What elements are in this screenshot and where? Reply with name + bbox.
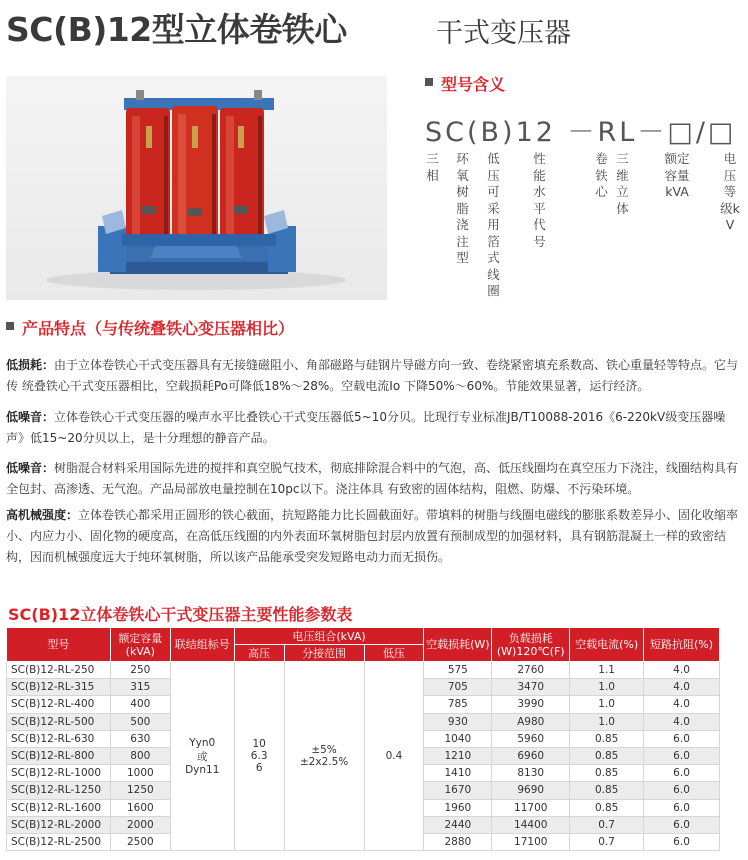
- connection-line: Yyn0: [189, 736, 216, 749]
- feature-text: 树脂混合材料采用国际先进的搅拌和真空脱气技术，彻底排除混合料中的气泡，高、低压线圈均在真空压力下浇注，线圈结构具有 全包封、高渗透、无气泡。产品局部放电量控制在10pc以下。浇注体具 有致密的固体结构，阻燃、防爆、不污染环境。: [6, 461, 739, 496]
- cell-capacity: 315: [110, 679, 170, 696]
- feature-text: 立体卷铁心干式变压器的噪声水平比叠铁心干式变压器低5~10分贝。比现行专业标准JB/T10088-2016《6-220kV级变压器噪声》低15~20分贝以上，是十分理想的静音产品。: [6, 410, 726, 445]
- model-part-resin: 环氧树脂浇注型: [456, 151, 469, 265]
- cell-impedance: 6.0: [644, 765, 720, 782]
- cell-impedance: 6.0: [644, 833, 720, 850]
- cell-no-load-current: 1.1: [570, 662, 644, 679]
- cell-impedance: 6.0: [644, 816, 720, 833]
- header-hv: 高压: [234, 645, 284, 662]
- cell-model: SC(B)12-RL-2000: [7, 816, 111, 833]
- heading-bullet: [6, 322, 14, 330]
- cell-load-loss: A980: [492, 713, 570, 730]
- cell-load-loss: 11700: [492, 799, 570, 816]
- cell-load-loss: 3470: [492, 679, 570, 696]
- model-meaning-heading-text: 型号含义: [441, 75, 506, 94]
- heading-bullet: [425, 78, 433, 86]
- cell-no-load-current: 1.0: [570, 679, 644, 696]
- cell-capacity: 1250: [110, 782, 170, 799]
- cell-capacity: 630: [110, 730, 170, 747]
- cell-no-load-current: 0.85: [570, 747, 644, 764]
- cell-no-load-loss: 785: [424, 696, 492, 713]
- header-impedance: 短路抗阻(%): [644, 628, 720, 662]
- feature-low-noise: [6, 407, 741, 449]
- cell-impedance: 4.0: [644, 696, 720, 713]
- cell-capacity: 400: [110, 696, 170, 713]
- cell-impedance: 4.0: [644, 662, 720, 679]
- cell-no-load-loss: 930: [424, 713, 492, 730]
- cell-no-load-loss: 1040: [424, 730, 492, 747]
- cell-load-loss: 6960: [492, 747, 570, 764]
- cell-load-loss: 8130: [492, 765, 570, 782]
- cell-tap: [284, 662, 364, 851]
- feature-resin: [6, 458, 741, 500]
- cell-no-load-current: 1.0: [570, 696, 644, 713]
- cell-load-loss: 2760: [492, 662, 570, 679]
- parameter-table: [6, 627, 720, 851]
- cell-model: SC(B)12-RL-2500: [7, 833, 111, 850]
- header-no-load-loss: 空载损耗(W): [424, 628, 492, 662]
- cell-impedance: 4.0: [644, 713, 720, 730]
- cell-capacity: 1000: [110, 765, 170, 782]
- cell-model: SC(B)12-RL-500: [7, 713, 111, 730]
- header-no-load-current: 空载电流(%): [570, 628, 644, 662]
- cell-impedance: 6.0: [644, 782, 720, 799]
- cell-no-load-loss: 1410: [424, 765, 492, 782]
- model-part-capacity: 额定容量kVA: [664, 151, 690, 199]
- tap-line: ±5%: [311, 744, 337, 757]
- cell-no-load-current: 0.85: [570, 730, 644, 747]
- feature-low-loss: [6, 355, 741, 397]
- cell-impedance: 6.0: [644, 799, 720, 816]
- model-code: SC(B)12 －RL－□/□: [425, 117, 737, 148]
- cell-no-load-loss: 1960: [424, 799, 492, 816]
- cell-no-load-current: 1.0: [570, 713, 644, 730]
- header-voltage-group: 电压组合(kVA): [234, 628, 424, 645]
- cell-capacity: 500: [110, 713, 170, 730]
- model-part-voltage: 电压等级kV: [720, 151, 740, 232]
- product-title: SC(B)12型立体卷铁心: [6, 10, 347, 49]
- cell-no-load-loss: 1670: [424, 782, 492, 799]
- hv-line: 6: [255, 762, 263, 775]
- cell-model: SC(B)12-RL-400: [7, 696, 111, 713]
- cell-load-loss: 9690: [492, 782, 570, 799]
- feature-label: 低损耗：: [6, 358, 55, 372]
- hv-line: 10: [252, 738, 266, 751]
- features-heading: [6, 316, 294, 339]
- cell-no-load-current: 0.85: [570, 765, 644, 782]
- feature-mechanical-strength: [6, 505, 741, 568]
- cell-model: SC(B)12-RL-630: [7, 730, 111, 747]
- header-lv: 低压: [364, 645, 424, 662]
- cell-capacity: 800: [110, 747, 170, 764]
- product-subtitle: 干式变压器: [436, 18, 571, 49]
- tap-line: ±2x2.5%: [299, 756, 349, 769]
- cell-impedance: 6.0: [644, 730, 720, 747]
- transformer-photo: [6, 76, 387, 300]
- cell-capacity: 1600: [110, 799, 170, 816]
- header-capacity: 额定容量(kVA): [110, 628, 170, 662]
- feature-label: 低噪音：: [6, 461, 55, 475]
- cell-capacity: 2000: [110, 816, 170, 833]
- features-heading-text: 产品特点（与传统叠铁心变压器相比）: [22, 319, 295, 338]
- cell-no-load-loss: 1210: [424, 747, 492, 764]
- cell-no-load-current: 0.85: [570, 782, 644, 799]
- feature-label: 低噪音：: [6, 410, 55, 424]
- cell-model: SC(B)12-RL-315: [7, 679, 111, 696]
- cell-no-load-current: 0.7: [570, 833, 644, 850]
- cell-lv: 0.4: [364, 662, 424, 851]
- cell-load-loss: 5960: [492, 730, 570, 747]
- feature-label: 高机械强度：: [6, 508, 79, 522]
- cell-no-load-loss: 705: [424, 679, 492, 696]
- header-tap: 分接范围: [284, 645, 364, 662]
- cell-no-load-loss: 2440: [424, 816, 492, 833]
- cell-model: SC(B)12-RL-800: [7, 747, 111, 764]
- cell-capacity: 2500: [110, 833, 170, 850]
- cell-no-load-current: 0.85: [570, 799, 644, 816]
- cell-no-load-current: 0.7: [570, 816, 644, 833]
- model-part-phase: 三相: [426, 151, 439, 183]
- cell-capacity: 250: [110, 662, 170, 679]
- hv-line: 6.3: [250, 750, 268, 763]
- model-part-foil: 低压可采用箔式线圈: [487, 151, 500, 298]
- cell-connection: [170, 662, 234, 851]
- cell-model: SC(B)12-RL-1600: [7, 799, 111, 816]
- model-part-3d: 三维立体: [616, 151, 629, 216]
- cell-model: SC(B)12-RL-1250: [7, 782, 111, 799]
- cell-impedance: 4.0: [644, 679, 720, 696]
- cell-no-load-loss: 2880: [424, 833, 492, 850]
- transformer-illustration: [6, 76, 387, 300]
- feature-text: 由于立体卷铁心干式变压器具有无接缝磁阻小、角部磁路与硅钢片导磁方向一致、卷绕紧密填充系数高、铁心重量轻等特点。它与传 统叠铁心干式变压器相比，空载损耗Po可降低18%～28%。空载电流Io 下降50%～60%。节能效果显著，运行经济。: [6, 358, 739, 393]
- table-row: [7, 662, 720, 679]
- header-model: 型号: [7, 628, 111, 662]
- cell-load-loss: 14400: [492, 816, 570, 833]
- model-part-wound-core: 卷铁心: [595, 151, 608, 199]
- cell-no-load-loss: 575: [424, 662, 492, 679]
- cell-load-loss: 3990: [492, 696, 570, 713]
- header-load-loss: 负载损耗(W)120℃(F): [492, 628, 570, 662]
- header-connection: 联结组标号: [170, 628, 234, 662]
- cell-hv: [234, 662, 284, 851]
- cell-model: SC(B)12-RL-1000: [7, 765, 111, 782]
- cell-model: SC(B)12-RL-250: [7, 662, 111, 679]
- cell-impedance: 6.0: [644, 747, 720, 764]
- table-title: SC(B)12立体卷铁心干式变压器主要性能参数表: [8, 605, 353, 624]
- table-body: [7, 662, 720, 851]
- cell-load-loss: 17100: [492, 833, 570, 850]
- feature-text: 立体卷铁心都采用正圆形的铁心截面，抗短路能力比长圆截面好。带填料的树脂与线圈电磁线的膨胀系数差异小、固化收缩率小、内应力小、固化物的硬度高，在高低压线圈的内外表面环氧树脂包封层内放置有预制成型的加强材料，具有钢筋混凝土一样的致密结 构，因而机械强度远大于纯环氧树脂，所以该产品能承受突发短路电动力而无损伤。: [6, 508, 739, 564]
- model-meaning-heading: [425, 72, 505, 95]
- connection-line: 或: [196, 750, 208, 763]
- connection-line: Dyn11: [185, 763, 220, 776]
- model-part-level: 性能水平代号: [533, 151, 546, 249]
